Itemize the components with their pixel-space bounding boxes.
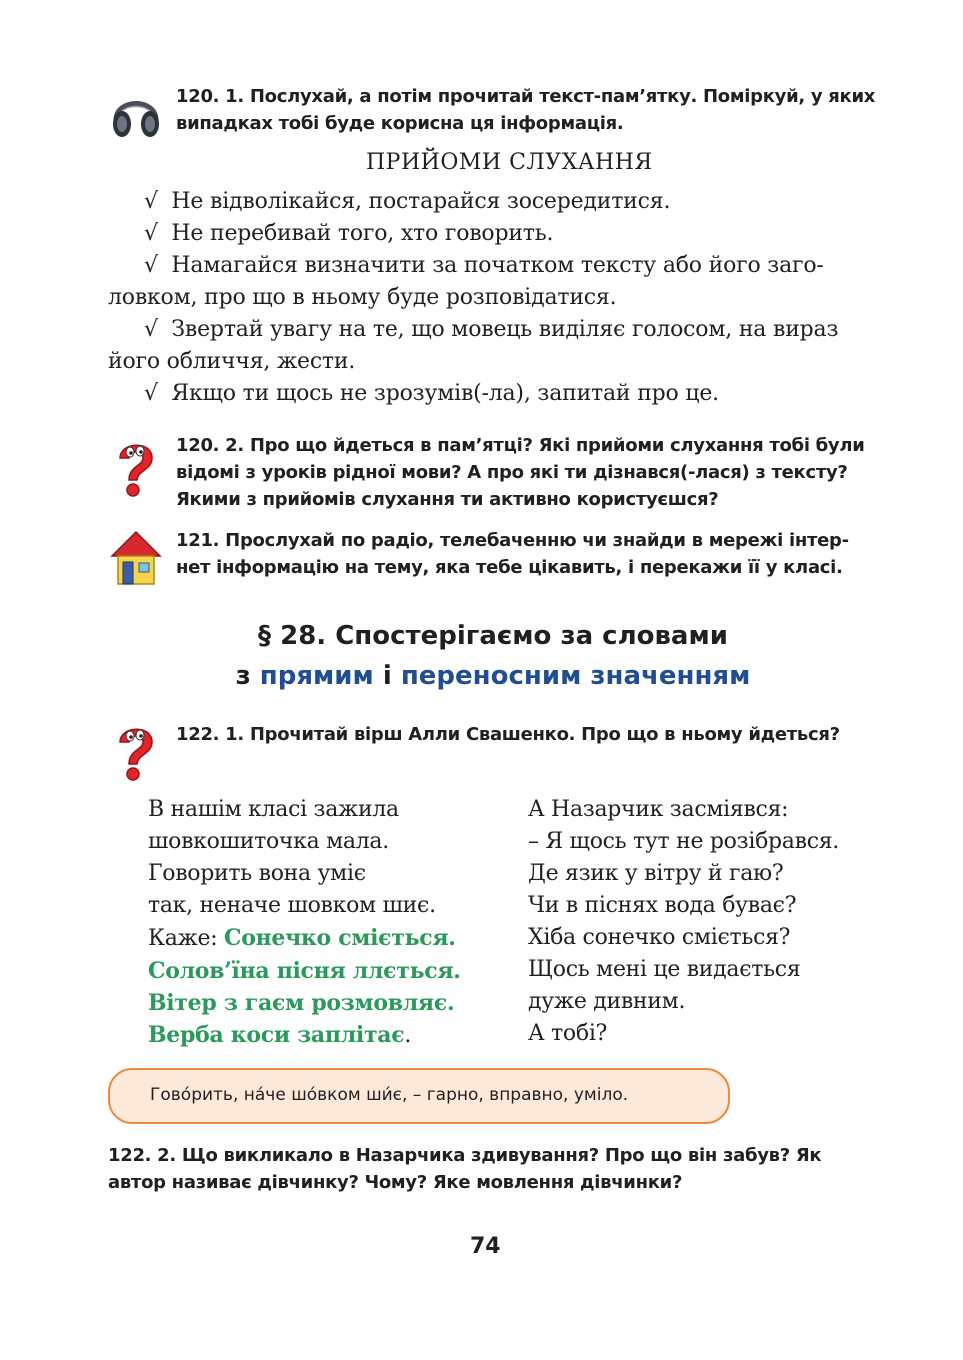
- memo-item: √ Не відволікайся, постарайся зосередитися.: [144, 189, 671, 214]
- memo-item-continued: ловком, про що в ньому буде розповідатися.: [108, 285, 617, 310]
- task-line: 120. 1. Послухай, а потім прочитай текст-пам’ятку. Поміркуй, у яких: [176, 86, 876, 107]
- poem-line: Хіба сонечко сміється?: [528, 925, 791, 950]
- section-heading: [108, 616, 878, 696]
- poem-line: Щось мені це видається: [528, 957, 801, 982]
- poem-right-column: [528, 794, 839, 1050]
- task-line: випадках тобі буде корисна ця інформація.: [176, 113, 624, 134]
- vocabulary-note: [108, 1068, 730, 1124]
- headphones-icon: [108, 84, 164, 140]
- memo-item: √ Не перебивай того, хто говорить.: [144, 221, 554, 246]
- poem-line: дуже дивним.: [528, 989, 686, 1014]
- house-icon: [110, 530, 162, 586]
- task-122-2: [108, 1142, 821, 1196]
- question-mark-icon: [110, 438, 160, 500]
- check-mark: √: [144, 253, 158, 278]
- task-120-2: [176, 432, 865, 513]
- poem-line: А тобі?: [528, 1021, 608, 1046]
- poem-line: – Я щось тут не розібрався.: [528, 829, 839, 854]
- poem-left-column: [148, 794, 461, 1052]
- task-120-1: [176, 83, 875, 137]
- highlight-direct: прямим: [259, 661, 374, 691]
- question-mark-icon: [110, 722, 160, 784]
- poem-highlight: Сонечко сміється.: [224, 925, 456, 951]
- poem-line: Верба коси заплітає.: [148, 1022, 412, 1048]
- memo-list: [108, 186, 878, 410]
- memo-item: √ Якщо ти щось не зрозумів(-ла), запитай про це.: [144, 381, 719, 406]
- vocabulary-note-text: Гово́рить, на́че шо́вком ши́є, – гарно, вправно, уміло.: [150, 1085, 629, 1105]
- poem-line: Де язик у вітру й гаю?: [528, 861, 784, 886]
- memo-title: ПРИЙОМИ СЛУХАННЯ: [366, 150, 653, 175]
- task-line: відомі з уроків рідної мови? А про які ти дізнався(-лася) з тексту?: [176, 462, 848, 483]
- task-121: [176, 527, 849, 581]
- memo-item: √ Звертай увагу на те, що мовець виділяє голосом, на вираз: [144, 317, 839, 342]
- highlight-figurative: переносним значенням: [400, 661, 751, 691]
- poem-line: шовкошиточка мала.: [148, 829, 389, 854]
- poem-line: Каже: Сонечко сміється.: [148, 925, 456, 951]
- task-line: 120. 2. Про що йдеться в пам’ятці? Які прийоми слухання тобі були: [176, 435, 865, 456]
- task-line: 121. Прослухай по радіо, телебаченню чи знайди в мережі інтер-: [176, 530, 849, 551]
- task-line: 122. 2. Що викликало в Назарчика здивування? Про що він забув? Як: [108, 1145, 822, 1166]
- poem-line: так, неначе шовком шиє.: [148, 893, 436, 918]
- section-heading-line2: з прямим і переносним значенням: [235, 661, 751, 691]
- task-line: нет інформацію на тему, яка тебе цікавить, і перекажи її у класі.: [176, 557, 843, 578]
- section-heading-line1: § 28. Спостерігаємо за словами: [258, 621, 728, 651]
- page-number: 74: [470, 1234, 501, 1259]
- memo-item: √ Намагайся визначити за початком тексту або його заго-: [144, 253, 824, 278]
- check-mark: √: [144, 317, 158, 342]
- poem-line: А Назарчик засміявся:: [528, 797, 789, 822]
- task-line: автор називає дівчинку? Чому? Яке мовлення дівчинки?: [108, 1172, 683, 1193]
- poem-highlight: Солов’їна пісня ллється.: [148, 958, 461, 984]
- check-mark: √: [144, 221, 158, 246]
- memo-item-continued: його обличчя, жести.: [108, 349, 356, 374]
- task-line: Якими з прийомів слухання ти активно користуєшся?: [176, 489, 719, 510]
- poem-highlight: Вітер з гаєм розмовляє.: [148, 990, 455, 1016]
- poem-line: Чи в піснях вода буває?: [528, 893, 797, 918]
- poem-line: В нашім класі зажила: [148, 797, 399, 822]
- check-mark: √: [144, 189, 158, 214]
- task-122-1: 122. 1. Прочитай вірш Алли Свашенко. Про що в ньому йдеться?: [176, 724, 840, 745]
- check-mark: √: [144, 381, 158, 406]
- poem-highlight: Верба коси заплітає: [148, 1022, 405, 1048]
- poem-line: Говорить вона уміє: [148, 861, 366, 886]
